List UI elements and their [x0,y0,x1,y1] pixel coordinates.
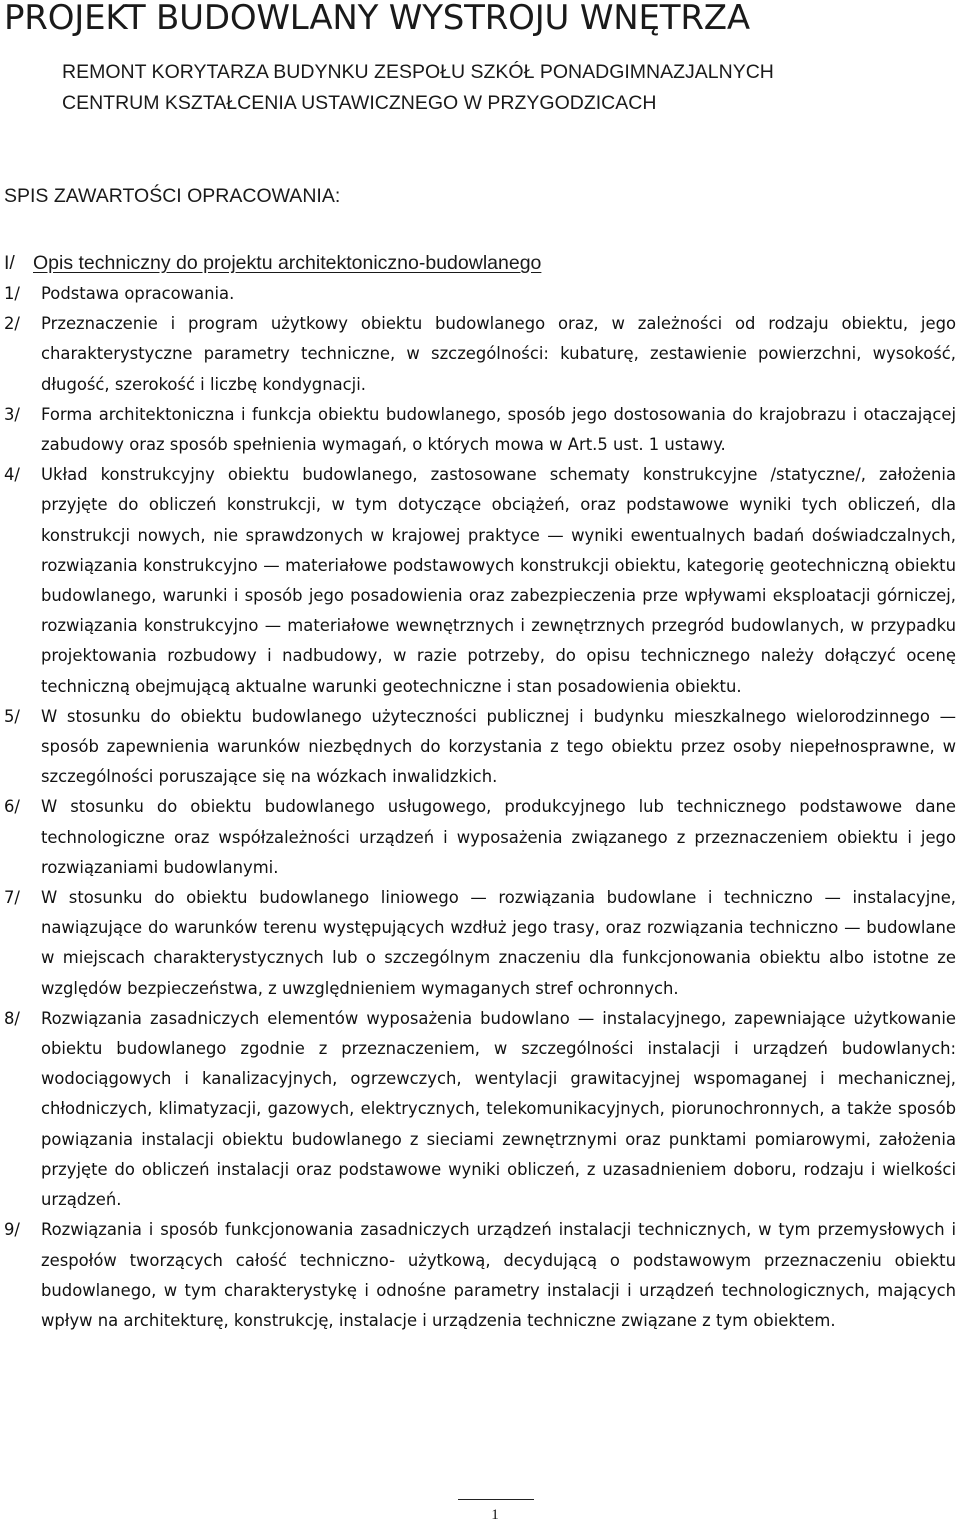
item-number: 6/ [4,797,20,817]
footnote-separator [458,1499,534,1500]
item-text: Forma architektoniczna i funkcja obiektu budowlanego, sposób jego dostosowania do krajobrazu i otaczającej zabudowy oraz sposób spełnienia wymagań, o których mowa w Art.5 ust. 1 ustawy. [41,404,956,455]
toc-item [4,309,956,400]
item-text: W stosunku do obiektu budowlanego usługowego, produkcyjnego lub technicznego podstawowe dane technologiczne oraz współzależności urządzeń i wyposażenia związanego z przeznaczeniem obiektu i jego rozwiązaniami budowlanymi. [41,797,956,877]
item-number: 9/ [4,1220,20,1240]
item-text: W stosunku do obiektu budowlanego liniowego — rozwiązania budowlane i techniczno — instalacyjne, nawiązujące do warunków terenu występujących wzdłuż jego trasy, oraz rozwiązania techniczno — budowlane w miejscach charakterystycznych lub o szczególnym znaczeniu dla funkcjonowania obiektu albo istotne ze względów bezpieczeństwa, z uwzględnieniem wymaganych stref ochronnych. [41,888,956,998]
toc-item [4,883,956,1004]
page-number: 1 [491,1507,499,1523]
toc-item [4,792,956,883]
document-title: PROJEKT BUDOWLANY WYSTROJU WNĘTRZA [4,0,750,38]
section-title-link[interactable]: Opis techniczny do projektu architektoniczno-budowlanego [33,252,542,274]
toc-item [4,1215,956,1336]
section-heading [4,249,541,277]
item-number: 2/ [4,314,20,334]
item-text: Rozwiązania i sposób funkcjonowania zasadniczych urządzeń instalacji technicznych, w tym przemysłowych i zespołów tworzących całość techniczno- użytkową, decydującą o podstawowym przeznaczeniu obiektu budowlanego, w tym charakterystykę i odnośne parametry instalacji i urządzeń technologicznych, mających wpływ na architekturę, konstrukcję, instalacje i urządzenia techniczne związane z tym obiektem. [41,1220,956,1330]
toc-item-list [4,279,956,1336]
item-text: Podstawa opracowania. [41,284,235,303]
toc-heading: SPIS ZAWARTOŚCI OPRACOWANIA: [4,185,341,207]
item-number: 5/ [4,706,20,726]
item-text: Rozwiązania zasadniczych elementów wyposażenia budowlano — instalacyjnego, zapewniające użytkowanie obiektu budowlanego zgodnie z przeznaczeniem, w szczególności instalacji i urządzeń budowlanych: wodociągowych i kanalizacyjnych, ogrzewczych, wentylacji grawitacyjnej wspomaganej i mechanicznej, chłodniczych, klimatyzacji, gazowych, elektrycznych, telekomunikacyjnych, piorunochronnych, a także sposób powiązania instalacji obiektu budowlanego z sieciami zewnętrznymi oraz punktami pomiarowymi, założenia przyjęte do obliczeń instalacji oraz podstawowe wyniki obliczeń, z uzasadnieniem doboru, rodzaju i wielkości urządzeń. [41,1008,956,1210]
document-subtitle [62,57,774,119]
item-number: 3/ [4,404,20,424]
item-text: Przeznaczenie i program użytkowy obiektu budowlanego oraz, w zależności od rodzaju obiektu, jego charakterystyczne parametry techniczne, w szczególności: kubaturę, zestawienie powierzchni, wysokość, długość, szerokość i liczbę kondygnacji. [41,314,956,394]
item-number: 8/ [4,1008,20,1028]
item-number: 1/ [4,284,20,303]
toc-item [4,279,956,309]
toc-item [4,1004,956,1215]
toc-item [4,400,956,460]
subtitle-line-1: REMONT KORYTARZA BUDYNKU ZESPOŁU SZKÓŁ PONADGIMNAZJALNYCH [62,61,774,83]
toc-item [4,460,956,702]
item-number: 7/ [4,888,20,908]
section-number: I/ [4,252,15,274]
item-text: Układ konstrukcyjny obiektu budowlanego, zastosowane schematy konstrukcyjne /statyczne/, założenia przyjęte do obliczeń konstrukcji, w tym dotyczące obciążeń, oraz podstawowe wyniki tych obliczeń, dla konstrukcji nowych, nie sprawdzonych w krajowej praktyce — wyniki ewentualnych badań doświadczalnych, rozwiązania konstrukcyjno — materiałowe podstawowych konstrukcji obiektu, kategorię geotechniczną obiektu budowlanego, warunki i sposób jego posadowienia oraz zabezpieczenia prze wpływami eksploatacji górniczej, rozwiązania konstrukcyjno — materiałowe wewnętrznych i zewnętrznych przegród budowlanych, w przypadku projektowania rozbudowy i nadbudowy, w razie potrzeby, do opisu technicznego należy dołączyć ocenę techniczną obejmującą aktualne warunki geotechniczne i stan posadowienia obiektu. [41,465,956,696]
item-text: W stosunku do obiektu budowlanego użyteczności publicznej i budynku mieszkalnego wielorodzinnego — sposób zapewnienia warunków niezbędnych do korzystania z tego obiektu przez osoby niepełnosprawne, w szczególności poruszające się na wózkach inwalidzkich. [41,706,956,787]
subtitle-line-2: CENTRUM KSZTAŁCENIA USTAWICZNEGO W PRZYGODZICACH [62,92,657,114]
item-number: 4/ [4,465,20,485]
toc-item [4,702,956,793]
